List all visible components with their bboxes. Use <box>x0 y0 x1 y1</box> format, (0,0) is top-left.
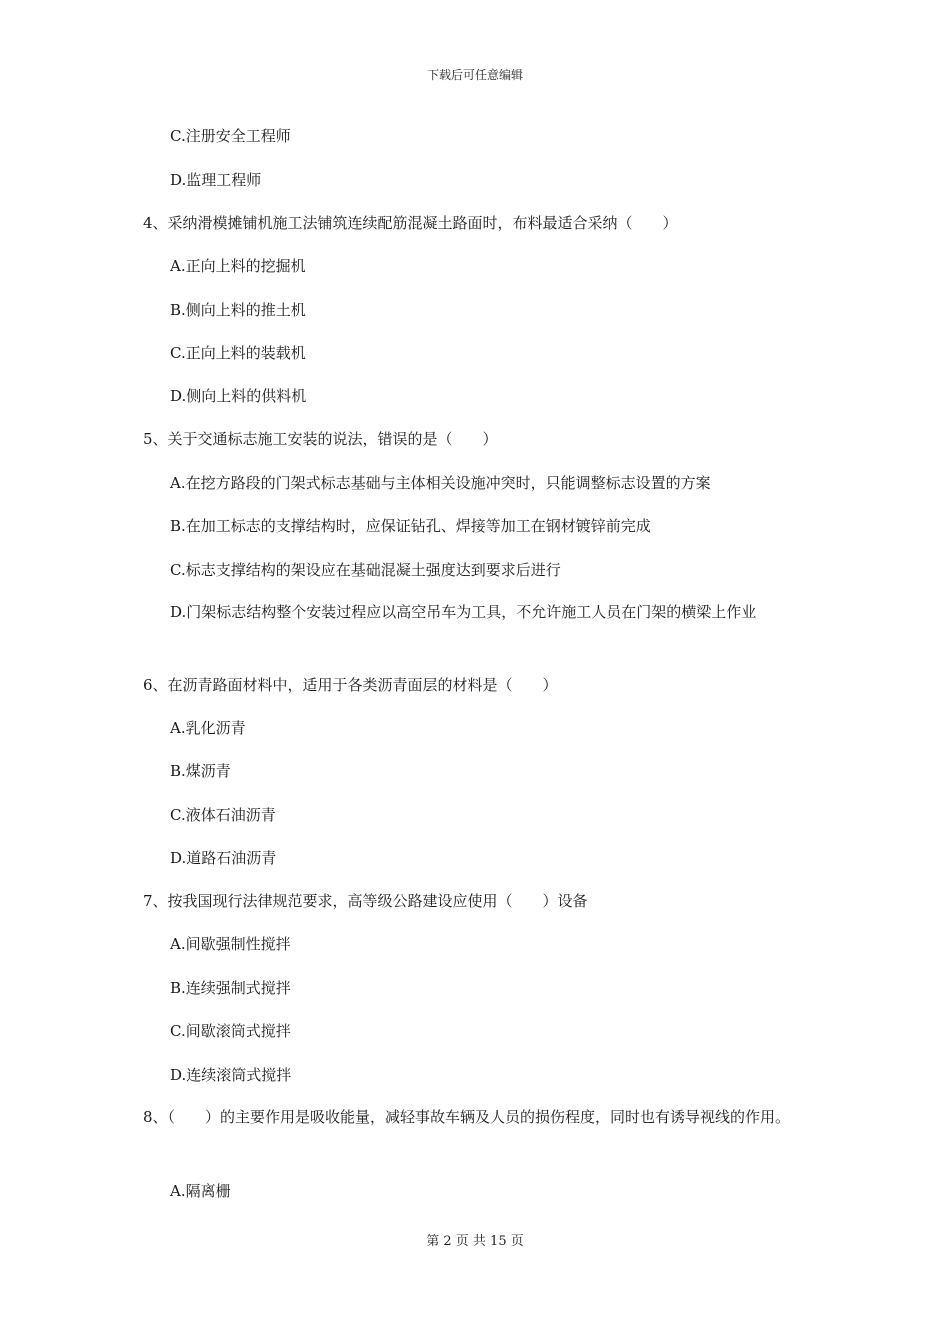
question-8-option-a: A.隔离栅 <box>170 1182 231 1200</box>
question-6-option-d: D.道路石油沥青 <box>170 849 277 867</box>
question-4-option-a: A.正向上料的挖掘机 <box>170 257 306 275</box>
question-5-option-b: B.在加工标志的支撑结构时，应保证钻孔、焊接等加工在钢材镀锌前完成 <box>170 517 651 535</box>
question-6-stem: 6、在沥青路面材料中，适用于各类沥青面层的材料是（ ） <box>143 676 558 694</box>
question-6-option-b: B.煤沥青 <box>170 762 231 780</box>
question-7-option-b: B.连续强制式搅拌 <box>170 979 291 997</box>
question-5-stem: 5、关于交通标志施工安装的说法，错误的是（ ） <box>143 430 498 448</box>
question-4-stem: 4、采纳滑模摊铺机施工法铺筑连续配筋混凝土路面时，布料最适合采纳（ ） <box>143 214 678 232</box>
question-4-option-c: C.正向上料的装载机 <box>170 344 306 362</box>
option-c-prev: C.注册安全工程师 <box>170 127 291 145</box>
page-header: 下载后可任意编辑 <box>426 68 523 82</box>
question-7-option-c: C.间歇滚筒式搅拌 <box>170 1022 291 1040</box>
question-6-option-c: C.液体石油沥青 <box>170 806 276 824</box>
question-5-option-c: C.标志支撑结构的架设应在基础混凝土强度达到要求后进行 <box>170 561 561 579</box>
question-7-option-d: D.连续滚筒式搅拌 <box>170 1066 292 1084</box>
question-4-option-d: D.侧向上料的供料机 <box>170 387 307 405</box>
question-4-option-b: B.侧向上料的推土机 <box>170 301 306 319</box>
question-7-stem: 7、按我国现行法律规范要求，高等级公路建设应使用（ ）设备 <box>143 892 588 910</box>
question-6-option-a: A.乳化沥青 <box>170 719 246 737</box>
question-8-stem: 8、（ ）的主要作用是吸收能量，减轻事故车辆及人员的损伤程度，同时也有诱导视线的作用。 <box>143 1108 791 1126</box>
question-5-option-d: D.门架标志结构整个安装过程应以高空吊车为工具，不允许施工人员在门架的横梁上作业 <box>170 603 757 621</box>
question-5-option-a: A.在挖方路段的门架式标志基础与主体相关设施冲突时，只能调整标志设置的方案 <box>170 474 711 492</box>
question-7-option-a: A.间歇强制性搅拌 <box>170 935 291 953</box>
option-d-prev: D.监理工程师 <box>170 171 262 189</box>
page-footer: 第 2 页 共 15 页 <box>426 1234 524 1249</box>
